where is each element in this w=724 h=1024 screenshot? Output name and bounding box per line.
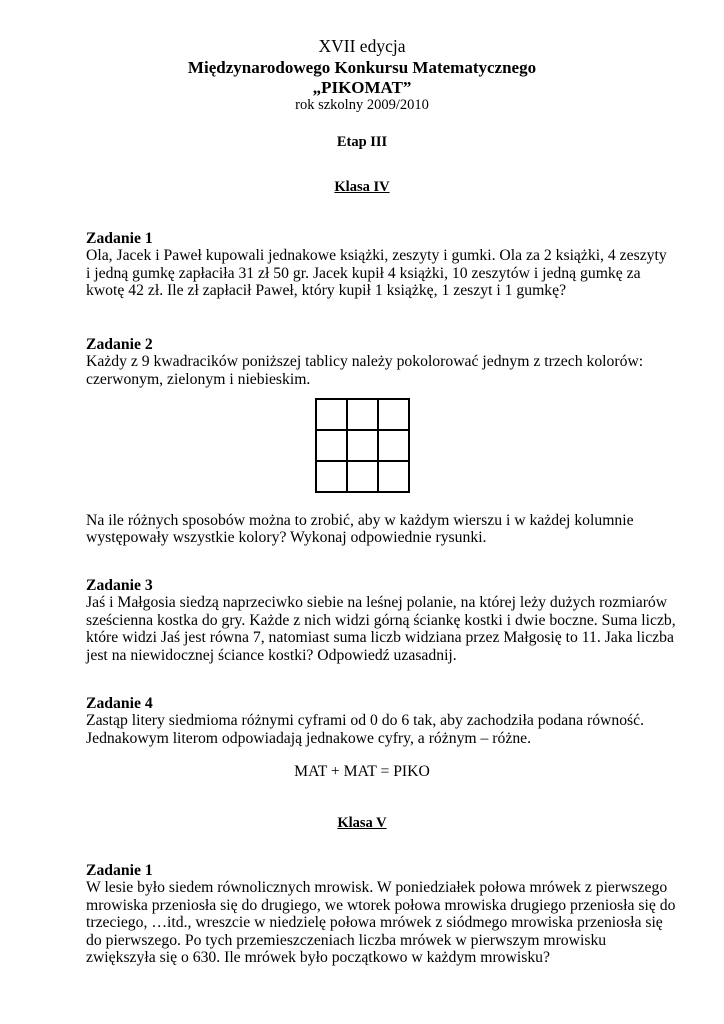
task-title: Zadanie 1 [86, 862, 153, 879]
task-line: Jaś i Małgosia siedzą naprzeciwko siebie na leśnej polanie, na której leży dużych rozmiarów [86, 594, 668, 612]
grid-cell [316, 399, 347, 430]
task-iv-3 [86, 577, 686, 664]
color-grid-3x3 [315, 398, 410, 493]
task-line: występowały wszystkie kolory? Wykonaj odpowiednie rysunki. [86, 529, 487, 547]
grid-cell [378, 399, 409, 430]
task-line: mrowiska przeniosła się do drugiego, we wtorek połowa mrowiska drugiego przeniosła się do [86, 896, 676, 914]
task-line: Jednakowym literom odpowiadają jednakowe cyfry, a różnym – różne. [86, 729, 532, 747]
task-line: Zastąp litery siedmioma różnymi cyframi od 0 do 6 tak, aby zachodziła podana równość. [86, 712, 645, 730]
grid-cell [316, 430, 347, 461]
task-line: Na ile różnych sposobów można to zrobić, aby w każdym wierszu i w każdej kolumnie [86, 512, 634, 529]
edition-title: XVII edycja [318, 36, 406, 56]
grid-cell [378, 430, 409, 461]
task-line: trzeciego, …itd., wreszcie w niedzielę połowa mrówek z siódmego mrowiska przeniosła się [86, 914, 663, 932]
contest-title: Międzynarodowego Konkursu Matematycznego [187, 58, 537, 77]
task-line: jest na niewidocznej ściance kostki? Odpowiedź uzasadnij. [86, 646, 457, 664]
grid-cell [378, 461, 409, 492]
grid-cell [347, 461, 378, 492]
class-iv-title: Klasa IV [334, 179, 390, 195]
task-line: do pierwszego. Po tych przemieszczeniach liczba mrówek w pierwszym mrowisku [86, 931, 607, 949]
task-title: Zadanie 4 [86, 695, 153, 712]
task-line: czerwonym, zielonym i niebieskim. [86, 370, 311, 388]
task-iv-2 [86, 336, 686, 388]
equation: MAT + MAT = PIKO [294, 763, 430, 780]
task-line: sześcienna kostka do gry. Każde z nich widzi górną ściankę kostki i dwie boczne. Suma liczb, [86, 611, 676, 629]
task-iv-4 [86, 695, 686, 747]
task-line: zwiększyła się o 630. Ile mrówek było początkowo w każdym mrowisku? [86, 949, 550, 967]
school-year: rok szkolny 2009/2010 [295, 97, 429, 113]
stage-title: Etap III [336, 134, 388, 150]
task-title: Zadanie 1 [86, 230, 153, 247]
grid-cell [347, 399, 378, 430]
task-iv-1 [86, 230, 686, 300]
task-title: Zadanie 3 [86, 577, 153, 594]
task-line: Ola, Jacek i Paweł kupowali jednakowe książki, zeszyty i gumki. Ola za 2 książki, 4 zeszyty [86, 247, 667, 265]
task-iv-2-question [86, 512, 686, 547]
grid-cell [347, 430, 378, 461]
grid-cell [316, 461, 347, 492]
task-line: W lesie było siedem równolicznych mrowisk. W poniedziałek połowa mrówek z pierwszego [86, 879, 668, 897]
task-v-1 [86, 862, 686, 966]
task-line: Każdy z 9 kwadracików poniższej tablicy należy pokolorować jednym z trzech kolorów: [86, 353, 644, 371]
task-line: i jedną gumkę zapłaciła 31 zł 50 gr. Jacek kupił 4 książki, 10 zeszytów i jedną gumkę za [86, 264, 641, 282]
task-line: kwotę 42 zł. Ile zł zapłacił Paweł, który kupił 1 książkę, 1 zeszyt i 1 gumkę? [86, 282, 567, 300]
contest-name: „PIKOMAT” [312, 78, 412, 97]
class-v-title: Klasa V [337, 815, 387, 831]
task-line: które widzi Jaś jest równa 7, natomiast suma liczb widziana przez Małgosię to 11. Jaka liczba [86, 629, 674, 647]
task-title: Zadanie 2 [86, 336, 153, 353]
